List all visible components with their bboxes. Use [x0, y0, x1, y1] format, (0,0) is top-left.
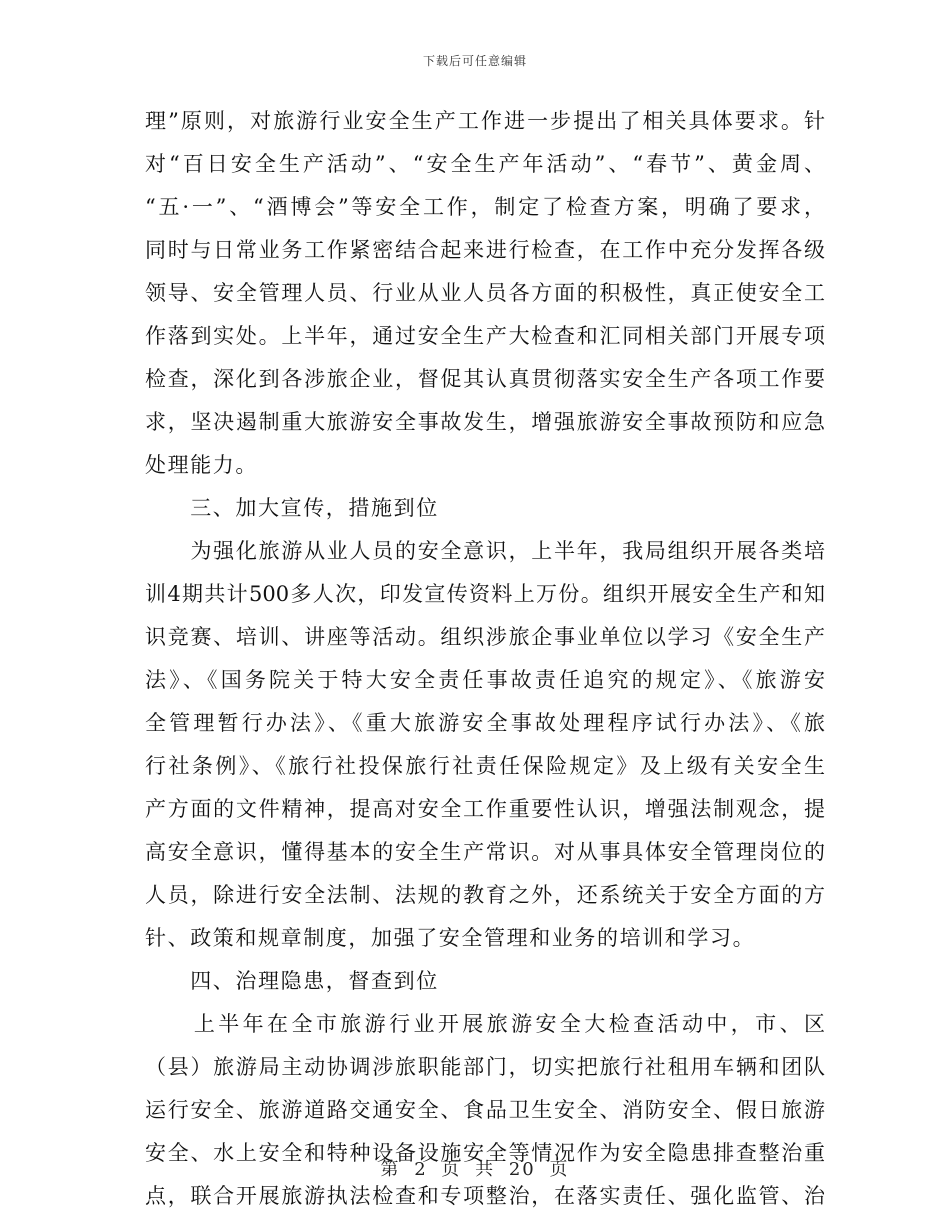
text-line: “五·一”、“酒博会”等安全工作，制定了检查方案，明确了要求， — [145, 195, 825, 219]
text-line: 人员，除进行安全法制、法规的教育之外，还系统关于安全方面的方 — [145, 883, 825, 907]
page-number-footer: 第 2 页 共 20 页 — [380, 1159, 570, 1180]
text-line: 识竞赛、培训、讲座等活动。组织涉旅企事业单位以学习《安全生产 — [145, 625, 825, 649]
text-line: 针、政策和规章制度，加强了安全管理和业务的培训和学习。 — [145, 926, 756, 950]
text-line: 理”原则，对旅游行业安全生产工作进一步提出了相关具体要求。针 — [145, 109, 825, 133]
text-line: 法》、《国务院关于特大安全责任事故责任追究的规定》、《旅游安 — [145, 668, 825, 692]
document-body — [145, 100, 825, 1218]
page-header: 下载后可任意编辑 — [422, 54, 527, 68]
text-line: 求，坚决遏制重大旅游安全事故发生，增强旅游安全事故预防和应急 — [145, 410, 825, 434]
text-line: 上半年在全市旅游行业开展旅游安全大检查活动中，市、区 — [145, 1012, 825, 1036]
text-line: 运行安全、旅游道路交通安全、食品卫生安全、消防安全、假日旅游 — [145, 1098, 825, 1122]
text-line: 点，联合开展旅游执法检查和专项整治，在落实责任、强化监管、治 — [145, 1184, 825, 1208]
text-line: 产方面的文件精神，提高对安全工作重要性认识，增强法制观念，提 — [145, 797, 825, 821]
text-line: 同时与日常业务工作紧密结合起来进行检查，在工作中充分发挥各级 — [145, 238, 825, 262]
text-line: 行社条例》、《旅行社投保旅行社责任保险规定》及上级有关安全生 — [145, 754, 825, 778]
text-line: 训4期共计500多人次，印发宣传资料上万份。组织开展安全生产和知 — [145, 582, 825, 606]
text-line: 对“百日安全生产活动”、“安全生产年活动”、“春节”、黄金周、 — [145, 152, 825, 176]
text-line: 高安全意识，懂得基本的安全生产常识。对从事具体安全管理岗位的 — [145, 840, 825, 864]
text-line: 为强化旅游从业人员的安全意识，上半年，我局组织开展各类培 — [145, 539, 825, 563]
text-line: 作落到实处。上半年，通过安全生产大检查和汇同相关部门开展专项 — [145, 324, 825, 348]
text-line: 安全、水上安全和特种设备设施安全等情况作为安全隐患排查整治重 — [145, 1141, 825, 1165]
section-heading: 三、加大宣传，措施到位 — [145, 496, 439, 520]
text-line: 全管理暂行办法》、《重大旅游安全事故处理程序试行办法》、《旅 — [145, 711, 825, 735]
text-line: （县）旅游局主动协调涉旅职能部门，切实把旅行社租用车辆和团队 — [145, 1055, 825, 1079]
text-line: 检查，深化到各涉旅企业，督促其认真贯彻落实安全生产各项工作要 — [145, 367, 825, 391]
text-line: 处理能力。 — [145, 453, 258, 477]
section-heading: 四、治理隐患，督查到位 — [145, 969, 439, 993]
text-line: 领导、安全管理人员、行业从业人员各方面的积极性，真正使安全工 — [145, 281, 825, 305]
